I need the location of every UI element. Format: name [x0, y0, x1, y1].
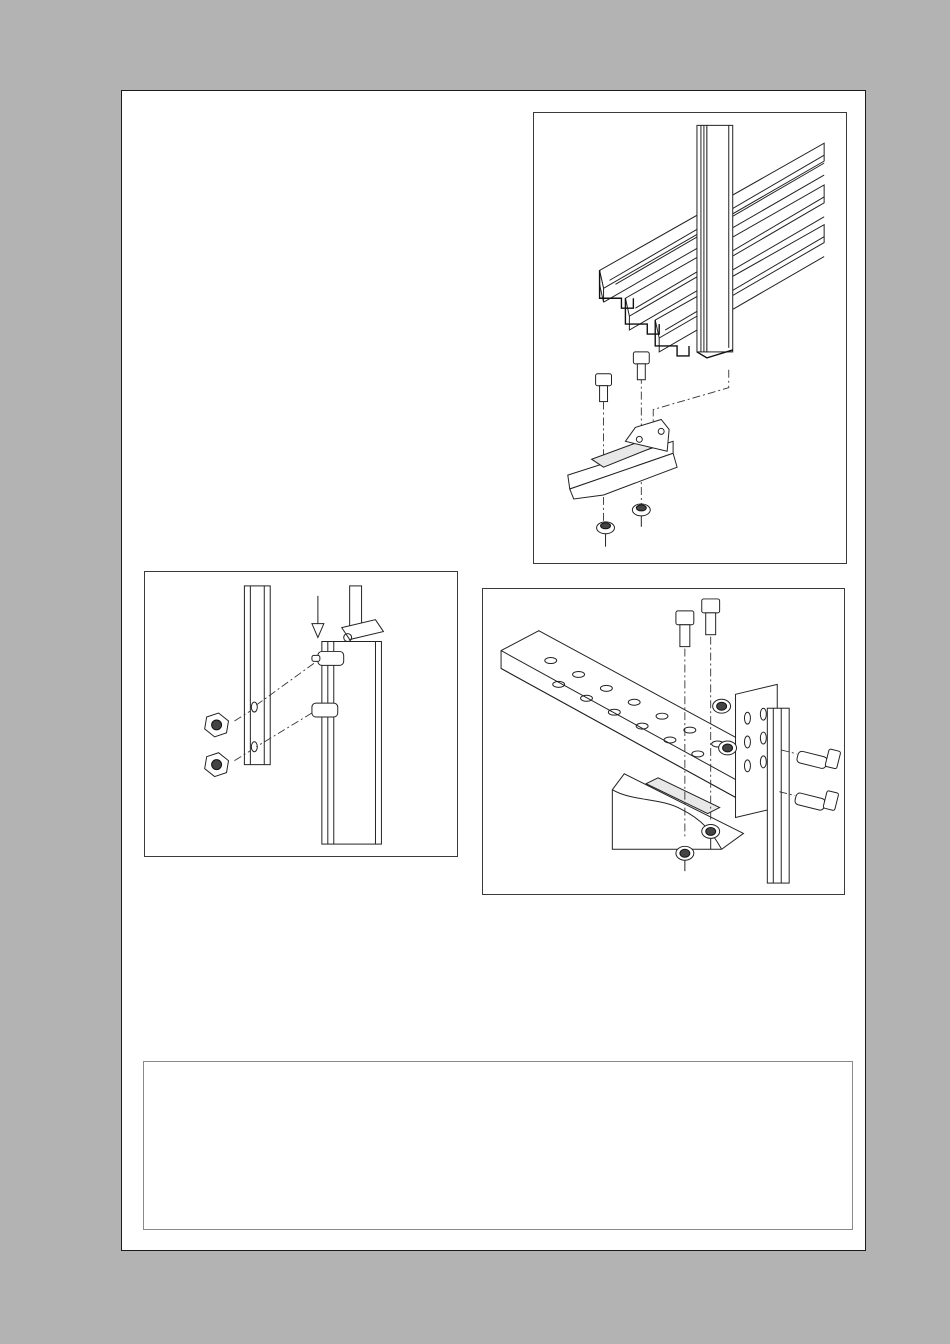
- flange-nut-icon: [719, 741, 737, 755]
- bolt-icon: [796, 749, 841, 770]
- bolt-icon: [702, 599, 720, 635]
- foot-bracket: [568, 419, 677, 498]
- upright-hook-bolt-drawing: [145, 572, 457, 856]
- bolt-icon: [676, 611, 694, 647]
- beam-foot-bracket-figure: [533, 112, 847, 564]
- flange-nut-icon: [597, 522, 615, 547]
- down-arrow-icon: [312, 596, 324, 638]
- flange-nut-icon: [632, 504, 650, 527]
- perforated-arm-bracket-drawing: [483, 589, 844, 894]
- left-upright: [244, 586, 270, 765]
- beam-foot-bracket-drawing: [534, 113, 846, 563]
- bolt-icon: [794, 790, 839, 811]
- note-box: [143, 1061, 853, 1230]
- hook-stud-icon: [312, 651, 344, 665]
- upright-post: [736, 684, 790, 883]
- bolt-icon: [633, 352, 649, 380]
- upright-hook-bolt-figure: [144, 571, 458, 857]
- flange-nut-icon: [676, 846, 694, 871]
- bolt-icon: [596, 374, 612, 402]
- manual-page: [121, 90, 866, 1251]
- hook-stud-icon: [312, 703, 338, 717]
- vertical-post: [697, 125, 733, 358]
- perforated-arm-bracket-figure: [482, 588, 845, 895]
- flange-nut-icon: [205, 713, 229, 737]
- flange-nut-icon: [205, 753, 229, 777]
- flange-nut-icon: [713, 699, 731, 713]
